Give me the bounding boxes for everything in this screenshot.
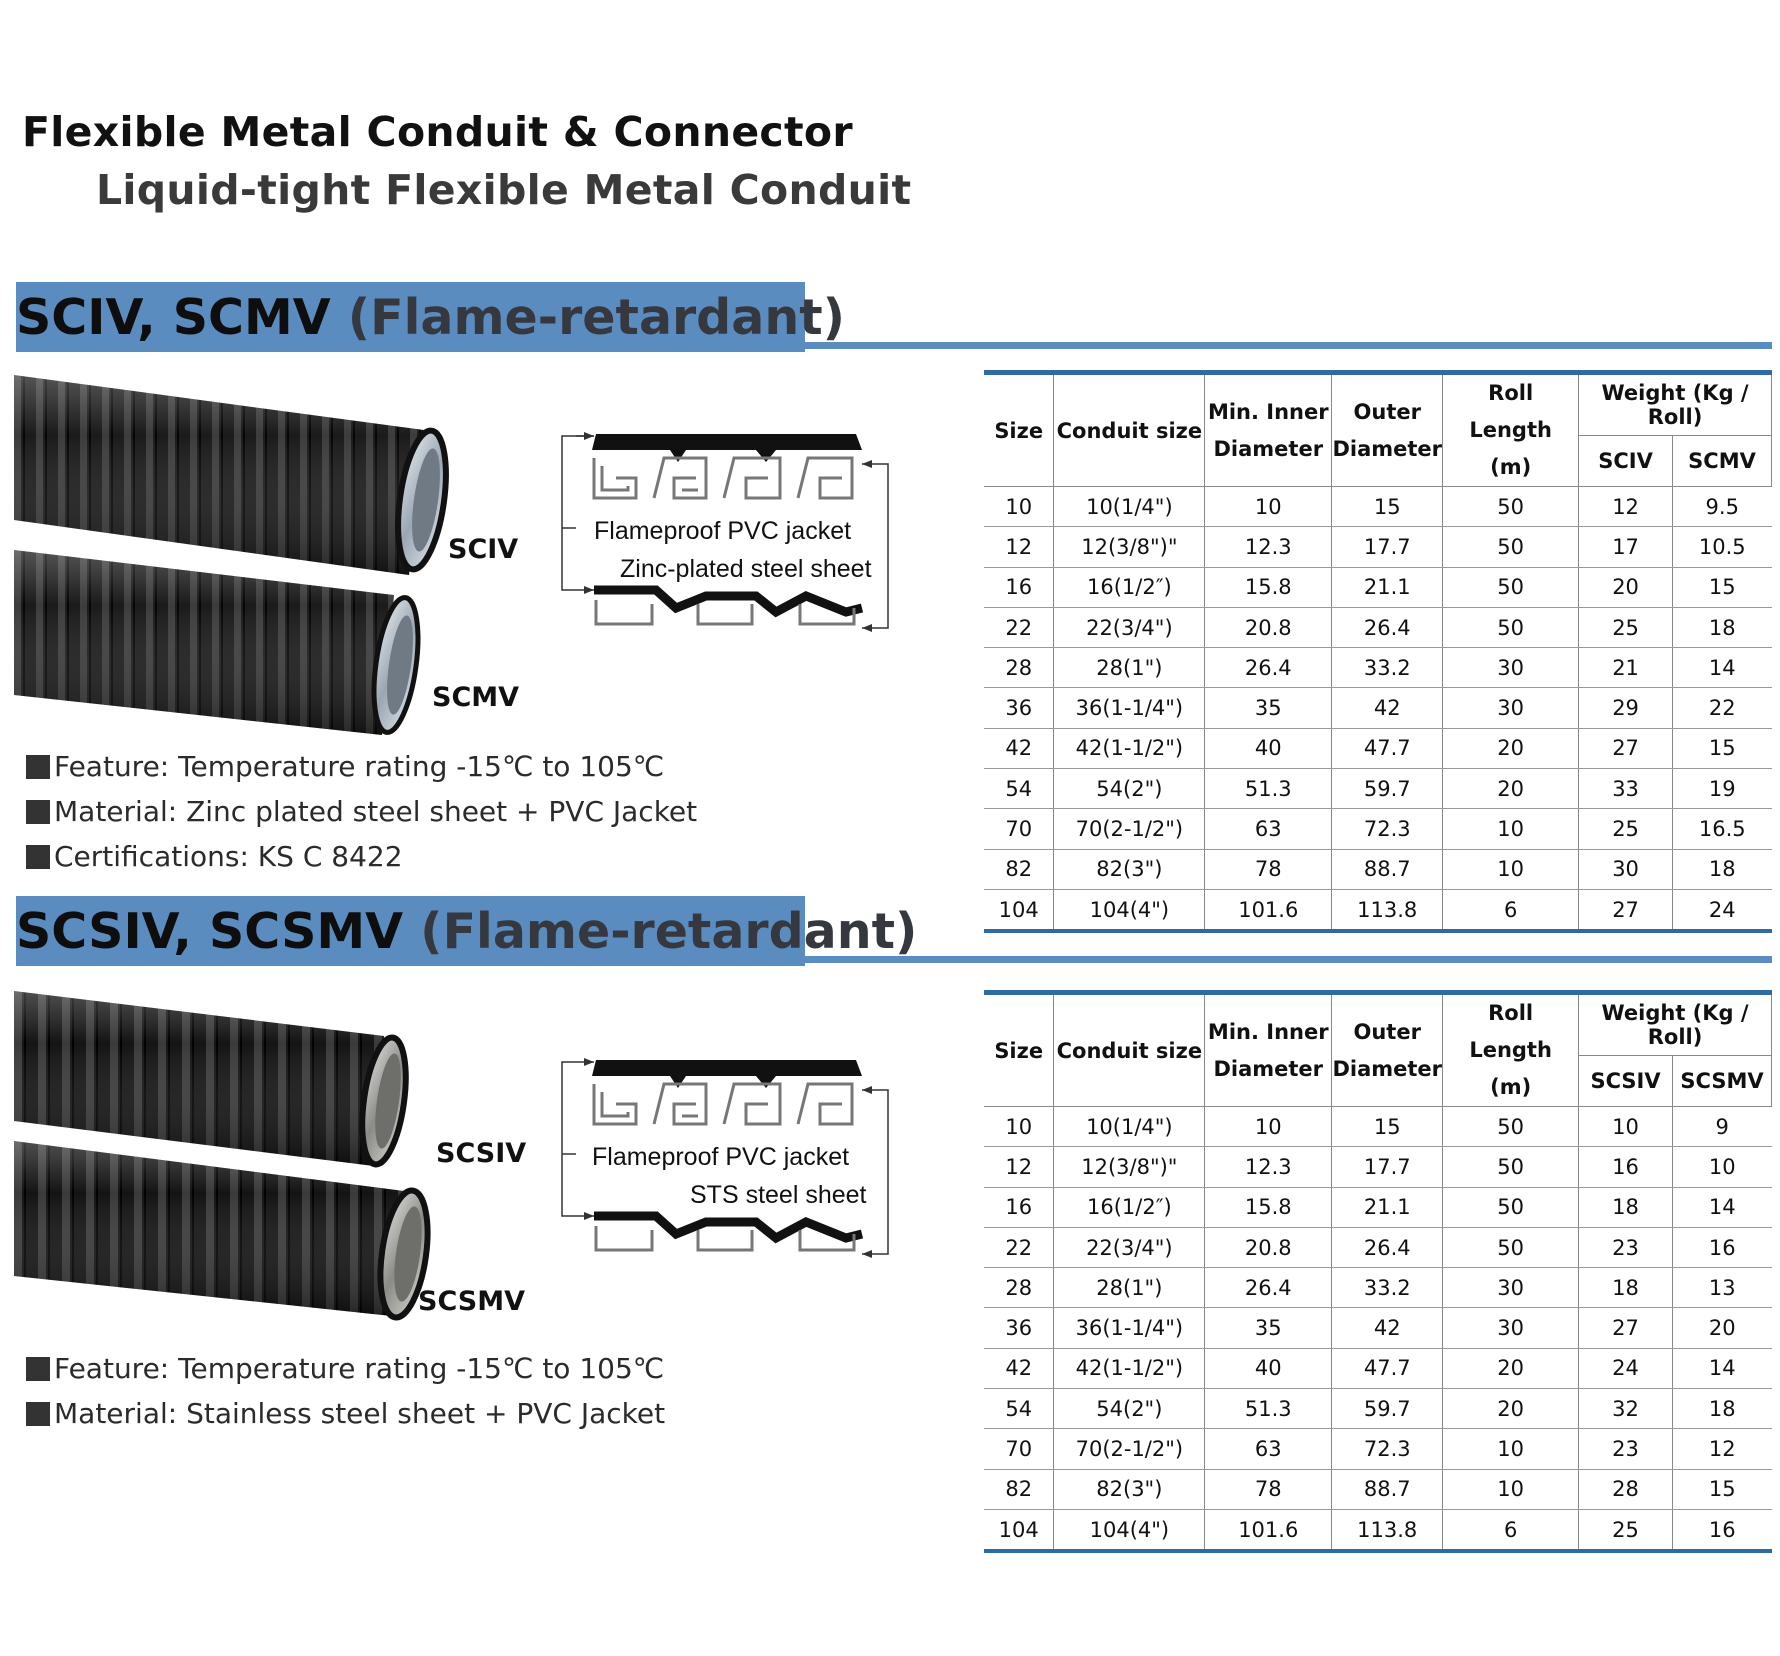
table-cell: 20	[1579, 567, 1673, 607]
product-label: SCSIV	[436, 1138, 527, 1169]
table-cell: 20	[1443, 1348, 1579, 1388]
table-row	[984, 1389, 1772, 1429]
table-cell: 21.1	[1332, 567, 1443, 607]
table-cell: 42	[1332, 688, 1443, 728]
table-cell: 28	[1579, 1469, 1673, 1509]
table-cell: 50	[1443, 1227, 1579, 1267]
table-cell: 59.7	[1332, 769, 1443, 809]
table-cell: 20	[1443, 1389, 1579, 1429]
table-cell: 54	[984, 1389, 1054, 1429]
table-cell: 6	[1443, 1509, 1579, 1551]
table-cell: 50	[1443, 567, 1579, 607]
product-label: SCIV	[448, 534, 519, 565]
table-cell: 16	[984, 1187, 1054, 1227]
table-cell: 10	[1443, 849, 1579, 889]
col-header-weight-1: SCIV	[1579, 436, 1673, 487]
col-header-weight-1: SCSIV	[1579, 1056, 1673, 1107]
table-cell: 47.7	[1332, 728, 1443, 768]
table-row	[984, 1187, 1772, 1227]
table-cell: 24	[1673, 889, 1772, 931]
table-cell: 70	[984, 809, 1054, 849]
table-row	[984, 1147, 1772, 1187]
col-header-roll-length: Roll Length (m)	[1443, 373, 1579, 487]
table-cell: 104	[998, 1517, 1039, 1542]
table-cell: 15.8	[1205, 1187, 1332, 1227]
table-cell: 15.8	[1205, 567, 1332, 607]
table-cell: 12	[1579, 487, 1673, 527]
table-row	[984, 648, 1772, 688]
table-cell: 14	[1672, 1348, 1771, 1388]
table-cell: 50	[1443, 487, 1579, 527]
table-cell: 22	[1673, 688, 1772, 728]
table-cell: 10	[1443, 1429, 1579, 1469]
table-row	[984, 487, 1772, 527]
section-models: SCSIV, SCSMV	[16, 903, 404, 960]
table-cell: 20	[1443, 728, 1579, 768]
table-cell: 50	[1443, 1147, 1579, 1187]
table-row	[984, 527, 1772, 567]
table-cell: 26.4	[1332, 607, 1443, 647]
table-cell: 104(4")	[1054, 1509, 1205, 1551]
table-cell: 22	[984, 1227, 1054, 1267]
table-cell: 22	[984, 607, 1054, 647]
table-cell: 12	[984, 527, 1054, 567]
table-cell: 10	[1205, 1107, 1332, 1147]
table-cell: 24	[1579, 1348, 1673, 1388]
col-header-conduit-size: Conduit size	[1054, 993, 1205, 1107]
table-cell: 30	[1443, 688, 1579, 728]
table-cell: 9	[1672, 1107, 1771, 1147]
jacket-label: Flameproof PVC jacket	[594, 517, 852, 545]
table-cell: 88.7	[1332, 1469, 1443, 1509]
table-cell: 10.5	[1673, 527, 1772, 567]
section-note: (Flame-retardant)	[420, 903, 918, 960]
table-cell: 36	[984, 1308, 1054, 1348]
table-cell: 13	[1672, 1268, 1771, 1308]
page-subtitle: Liquid-tight Flexible Metal Conduit	[96, 166, 912, 214]
table-cell: 28	[984, 1268, 1054, 1308]
table-row	[984, 1509, 1772, 1551]
table-cell: 15	[1332, 487, 1443, 527]
table-row	[984, 1469, 1772, 1509]
table-cell: 17.7	[1332, 527, 1443, 567]
table-cell: 28	[984, 648, 1054, 688]
table-cell: 27	[1579, 889, 1673, 931]
col-header-min-inner: Min. Inner Diameter	[1205, 373, 1332, 487]
table-cell: 12.3	[1205, 1147, 1332, 1187]
table-cell: 10	[1205, 487, 1332, 527]
bullet-square-icon	[26, 1402, 50, 1426]
table-cell: 50	[1443, 1107, 1579, 1147]
table-row	[984, 809, 1772, 849]
table-cell: 40	[1205, 728, 1332, 768]
table-row	[984, 1308, 1772, 1348]
table-row	[984, 567, 1772, 607]
feature-item: Material: Stainless steel sheet + PVC Jacket	[26, 1391, 665, 1436]
table-cell: 70	[984, 1429, 1054, 1469]
sheet-label: Zinc-plated steel sheet	[620, 555, 872, 583]
table-cell: 35	[1205, 1308, 1332, 1348]
table-cell: 101.6	[1205, 1509, 1332, 1551]
table-cell: 104(4")	[1054, 889, 1205, 931]
table-cell: 82	[984, 1469, 1054, 1509]
table-cell: 42(1-1/2")	[1054, 728, 1205, 768]
table-cell: 18	[1672, 1389, 1771, 1429]
table-cell: 88.7	[1332, 849, 1443, 889]
table-cell: 28(1")	[1054, 648, 1205, 688]
table-cell: 16	[1579, 1147, 1673, 1187]
table-cell: 33	[1579, 769, 1673, 809]
table-cell: 21	[1579, 648, 1673, 688]
conduit-product-photo	[14, 370, 474, 750]
table-row	[984, 769, 1772, 809]
sheet-label: STS steel sheet	[690, 1181, 867, 1209]
table-cell: 14	[1672, 1187, 1771, 1227]
table-cell: 26.4	[1205, 648, 1332, 688]
table-cell: 14	[1673, 648, 1772, 688]
table-cell: 12.3	[1205, 527, 1332, 567]
table-cell: 113.8	[1332, 889, 1443, 931]
table-cell: 12	[1672, 1429, 1771, 1469]
table-cell: 30	[1579, 849, 1673, 889]
table-cell: 28(1")	[1054, 1268, 1205, 1308]
table-row	[984, 607, 1772, 647]
table-cell: 42(1-1/2")	[1054, 1348, 1205, 1388]
col-header-min-inner: Min. Inner Diameter	[1205, 993, 1332, 1107]
feature-list	[26, 744, 697, 879]
table-cell: 50	[1443, 1187, 1579, 1227]
table-cell: 50	[1443, 607, 1579, 647]
table-cell: 36(1-1/4")	[1054, 1308, 1205, 1348]
table-cell: 10	[1443, 809, 1579, 849]
table-cell: 42	[984, 1348, 1054, 1388]
table-cell: 51.3	[1205, 769, 1332, 809]
table-row	[984, 688, 1772, 728]
table-cell: 70(2-1/2")	[1054, 809, 1205, 849]
table-cell: 50	[1443, 527, 1579, 567]
spec-table-body	[984, 1107, 1772, 1552]
col-header-size: Size	[984, 993, 1054, 1107]
table-cell: 17	[1579, 527, 1673, 567]
table-cell: 82(3")	[1054, 1469, 1205, 1509]
table-cell: 54(2")	[1054, 769, 1205, 809]
bullet-square-icon	[26, 800, 50, 824]
table-cell: 20	[1443, 769, 1579, 809]
table-cell: 36	[984, 688, 1054, 728]
table-cell: 18	[1579, 1268, 1673, 1308]
feature-item: Feature: Temperature rating -15℃ to 105℃	[26, 744, 697, 789]
table-cell: 18	[1673, 607, 1772, 647]
table-cell: 51.3	[1205, 1389, 1332, 1429]
table-cell: 26.4	[1332, 1227, 1443, 1267]
table-cell: 19	[1673, 769, 1772, 809]
table-cell: 82	[984, 849, 1054, 889]
table-cell: 10(1/4")	[1054, 1107, 1205, 1147]
table-cell: 40	[1205, 1348, 1332, 1388]
table-cell: 33.2	[1332, 648, 1443, 688]
col-header-weight-2: SCSMV	[1672, 1056, 1771, 1107]
col-header-outer: Outer Diameter	[1332, 373, 1443, 487]
table-row	[984, 1227, 1772, 1267]
table-cell: 27	[1579, 728, 1673, 768]
table-cell: 6	[1443, 889, 1579, 931]
table-cell: 15	[1673, 728, 1772, 768]
feature-item: Certifications: KS C 8422	[26, 834, 697, 879]
bullet-square-icon	[26, 1357, 50, 1381]
table-cell: 113.8	[1332, 1509, 1443, 1551]
section-heading	[16, 289, 845, 346]
col-header-outer: Outer Diameter	[1332, 993, 1443, 1107]
table-cell: 72.3	[1332, 1429, 1443, 1469]
table-cell: 15	[1673, 567, 1772, 607]
table-cell: 10	[1443, 1469, 1579, 1509]
table-cell: 20	[1672, 1308, 1771, 1348]
table-cell: 27	[1579, 1308, 1673, 1348]
table-cell: 104	[998, 897, 1039, 922]
table-cell: 20.8	[1205, 607, 1332, 647]
bullet-square-icon	[26, 755, 50, 779]
table-cell: 10	[1672, 1147, 1771, 1187]
table-cell: 20.8	[1205, 1227, 1332, 1267]
table-cell: 25	[1579, 607, 1673, 647]
table-cell: 29	[1579, 688, 1673, 728]
table-cell: 30	[1443, 1268, 1579, 1308]
table-cell: 10	[984, 487, 1054, 527]
table-cell: 82(3")	[1054, 849, 1205, 889]
table-cell: 18	[1673, 849, 1772, 889]
table-cell: 25	[1579, 809, 1673, 849]
table-cell: 21.1	[1332, 1187, 1443, 1227]
table-cell: 70(2-1/2")	[1054, 1429, 1205, 1469]
table-cell: 35	[1205, 688, 1332, 728]
table-cell: 23	[1579, 1429, 1673, 1469]
table-cell: 32	[1579, 1389, 1673, 1429]
col-header-roll-length: Roll Length (m)	[1443, 993, 1579, 1107]
table-cell: 18	[1579, 1187, 1673, 1227]
product-label: SCMV	[432, 682, 520, 713]
table-row	[984, 849, 1772, 889]
table-cell: 25	[1579, 1509, 1673, 1551]
table-row	[984, 1348, 1772, 1388]
section-note: (Flame-retardant)	[347, 289, 846, 346]
table-cell: 59.7	[1332, 1389, 1443, 1429]
table-cell: 12(3/8")"	[1054, 527, 1205, 567]
table-cell: 16.5	[1673, 809, 1772, 849]
table-cell: 72.3	[1332, 809, 1443, 849]
page-title: Flexible Metal Conduit & Connector	[22, 108, 853, 156]
table-cell: 16(1/2″)	[1054, 1187, 1205, 1227]
spec-table	[984, 990, 1772, 1553]
table-cell: 47.7	[1332, 1348, 1443, 1388]
table-cell: 26.4	[1205, 1268, 1332, 1308]
table-cell: 42	[984, 728, 1054, 768]
col-header-conduit-size: Conduit size	[1054, 373, 1205, 487]
section-heading	[16, 903, 917, 960]
feature-item: Material: Zinc plated steel sheet + PVC Jacket	[26, 789, 697, 834]
feature-list	[26, 1346, 665, 1436]
table-cell: 54(2")	[1054, 1389, 1205, 1429]
col-header-weight: Weight (Kg / Roll)	[1579, 373, 1772, 436]
spec-table-body	[984, 487, 1772, 932]
table-cell: 16	[1672, 1227, 1771, 1267]
table-cell: 78	[1205, 1469, 1332, 1509]
table-cell: 15	[1332, 1107, 1443, 1147]
table-cell: 63	[1205, 1429, 1332, 1469]
col-header-weight: Weight (Kg / Roll)	[1579, 993, 1772, 1056]
table-cell: 12	[984, 1147, 1054, 1187]
bullet-square-icon	[26, 845, 50, 869]
spec-table	[984, 370, 1772, 933]
table-cell: 12(3/8")"	[1054, 1147, 1205, 1187]
section-models: SCIV, SCMV	[16, 289, 331, 346]
table-cell: 78	[1205, 849, 1332, 889]
table-cell: 15	[1672, 1469, 1771, 1509]
table-cell: 23	[1579, 1227, 1673, 1267]
table-cell: 17.7	[1332, 1147, 1443, 1187]
table-cell: 30	[1443, 648, 1579, 688]
table-cell: 10(1/4")	[1054, 487, 1205, 527]
table-row	[984, 1429, 1772, 1469]
product-label: SCSMV	[418, 1286, 525, 1317]
table-row	[984, 1107, 1772, 1147]
table-cell: 10	[984, 1107, 1054, 1147]
table-cell: 101.6	[1205, 889, 1332, 931]
table-row	[984, 728, 1772, 768]
table-cell: 30	[1443, 1308, 1579, 1348]
table-cell: 33.2	[1332, 1268, 1443, 1308]
feature-item: Feature: Temperature rating -15℃ to 105℃	[26, 1346, 665, 1391]
table-cell: 16(1/2″)	[1054, 567, 1205, 607]
table-cell: 54	[984, 769, 1054, 809]
table-cell: 36(1-1/4")	[1054, 688, 1205, 728]
conduit-product-photo	[14, 986, 474, 1366]
table-cell: 16	[984, 567, 1054, 607]
table-row	[984, 889, 1772, 931]
col-header-size: Size	[984, 373, 1054, 487]
table-cell: 42	[1332, 1308, 1443, 1348]
table-cell: 9.5	[1673, 487, 1772, 527]
table-cell: 10	[1579, 1107, 1673, 1147]
table-row	[984, 1268, 1772, 1308]
table-cell: 22(3/4")	[1054, 1227, 1205, 1267]
table-cell: 22(3/4")	[1054, 607, 1205, 647]
table-cell: 63	[1205, 809, 1332, 849]
col-header-weight-2: SCMV	[1673, 436, 1772, 487]
table-cell: 16	[1672, 1509, 1771, 1551]
jacket-label: Flameproof PVC jacket	[592, 1143, 850, 1171]
